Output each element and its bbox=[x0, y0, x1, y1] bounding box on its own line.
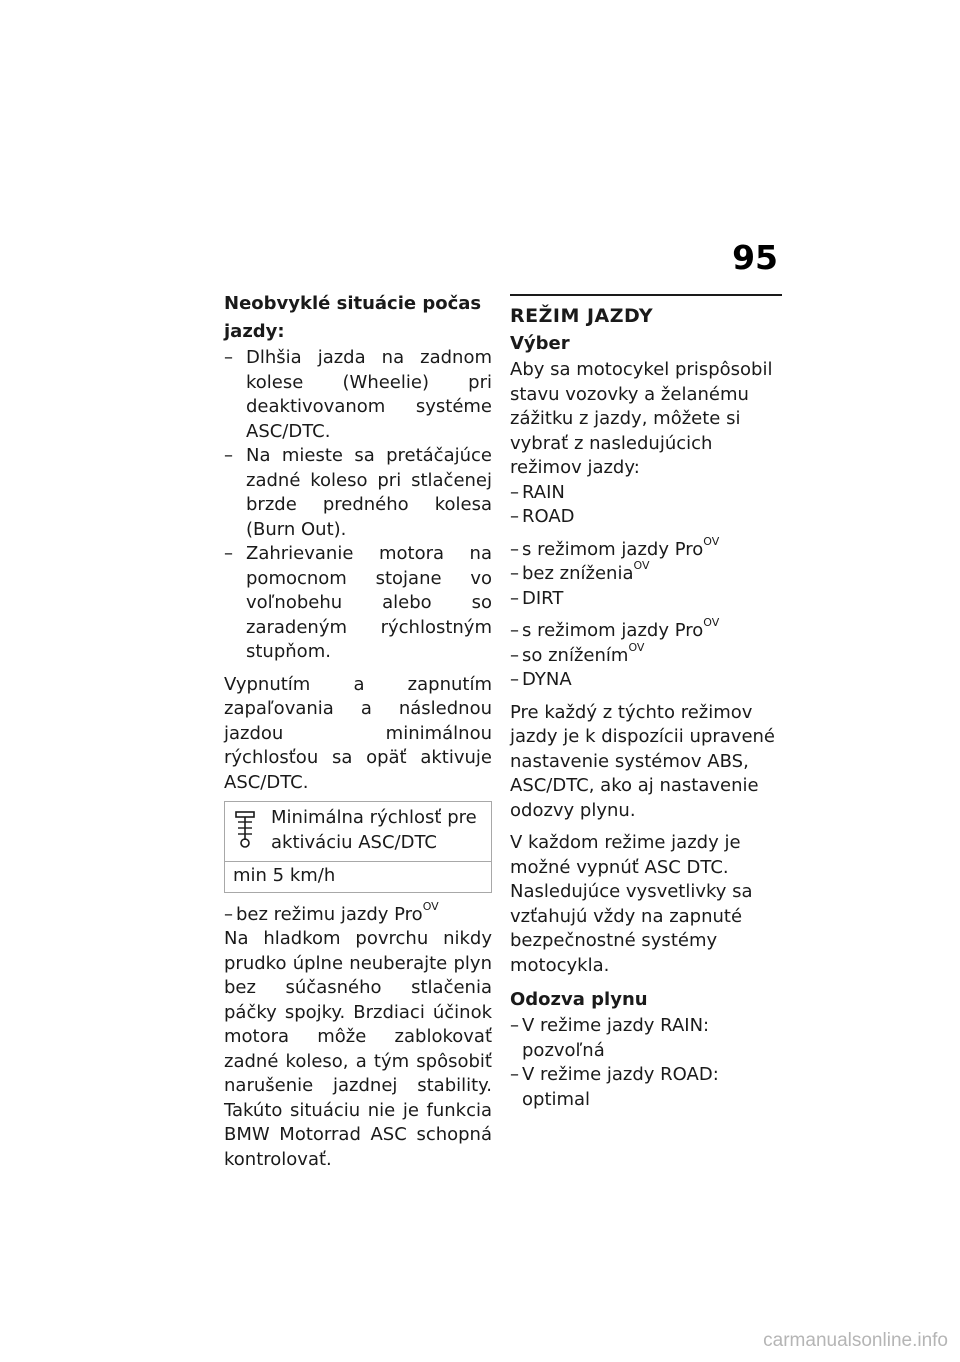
selection-heading: Výber bbox=[510, 333, 570, 354]
pro-modes-list-1 bbox=[510, 534, 782, 612]
list-item: – bez zníženia$^{OV}$ bbox=[510, 562, 782, 587]
mode-settings-paragraph: Pre každý z týchto režimov jazdy je k dispozícii upravené nastavenie systémov ABS, ASC/DTC, ako aj nastavenie odozvy plynu. bbox=[510, 701, 776, 821]
unusual-situations-heading: Neobvyklé situácie počas jazdy: bbox=[224, 293, 482, 342]
list-item: – DIRT bbox=[510, 587, 782, 612]
right-column bbox=[510, 290, 782, 1112]
min-speed-value: min 5 km/h bbox=[225, 861, 491, 892]
selection-paragraph: Aby sa motocykel prispôsobil stavu vozovky a želanému zážitku z jazdy, môžete si vybrať z nasledujúcich režimov jazdy: bbox=[510, 359, 773, 478]
list-item: – V režime jazdy ROAD: optimal bbox=[510, 1063, 782, 1112]
throttle-response-heading: Odozva plynu bbox=[510, 989, 648, 1010]
min-speed-infobox bbox=[224, 801, 492, 893]
min-speed-label: Minimálna rýchlosť pre aktiváciu ASC/DTC bbox=[271, 807, 477, 853]
page-number: 95 bbox=[732, 238, 778, 277]
list-item: – s režimom jazdy Pro$^{OV}$ bbox=[510, 538, 782, 563]
unusual-situations-list bbox=[224, 346, 492, 665]
list-item: – ROAD bbox=[510, 505, 782, 530]
pro-mode-list bbox=[224, 899, 492, 928]
section-divider bbox=[510, 294, 782, 296]
list-item: – Dlhšia jazda na zadnom kolese (Wheelie) pri deaktivovanom systéme ASC/DTC. bbox=[224, 346, 492, 444]
asc-dtc-paragraph: V každom režime jazdy je možné vypnúť ASC DTC. Nasledujúce vysvetlivky sa vzťahujú vždy na zapnuté bezpečnostné systémy motocykla. bbox=[510, 832, 753, 976]
pro-modes-list-2 bbox=[510, 616, 782, 693]
list-item: – so znížením$^{OV}$ bbox=[510, 644, 782, 669]
list-item: – Na mieste sa pretáčajúce zadné koleso pri stlačenej brzde predného kolesa (Burn Out). bbox=[224, 444, 492, 542]
speedometer-icon bbox=[233, 810, 259, 848]
list-item: – bez režimu jazdy Pro$^{OV}$ bbox=[224, 903, 492, 928]
list-item: – Zahrievanie motora na pomocnom stojane vo voľnobehu alebo so zaradeným rýchlostným stupňom. bbox=[224, 542, 492, 665]
list-item: – V režime jazdy RAIN: pozvoľná bbox=[510, 1014, 782, 1063]
list-item: – DYNA bbox=[510, 668, 782, 693]
reactivation-paragraph: Vypnutím a zapnutím zapaľovania a následnou jazdou minimálnou rýchlosťou sa opäť aktivuje ASC/DTC. bbox=[224, 673, 492, 793]
throttle-warning-paragraph: Na hladkom povrchu nikdy prudko úplne neuberajte plyn bez súčasného stlačenia páčky spojky. Brzdiaci účinok motora môže zablokovať zadné koleso, a tým spôsobiť narušenie jazdnej stability. Takúto situáciu nie je funkcia BMW Motorrad ASC schopná kontrolovať. bbox=[224, 928, 492, 1170]
modes-list bbox=[510, 481, 782, 530]
section-title: REŽIM JAZDY bbox=[510, 305, 654, 327]
list-item: – RAIN bbox=[510, 481, 782, 506]
footer-watermark: carmanualsonline.info bbox=[763, 1330, 948, 1351]
list-item: – s režimom jazdy Pro$^{OV}$ bbox=[510, 619, 782, 644]
left-column bbox=[224, 290, 492, 1172]
throttle-response-list bbox=[510, 1014, 782, 1112]
